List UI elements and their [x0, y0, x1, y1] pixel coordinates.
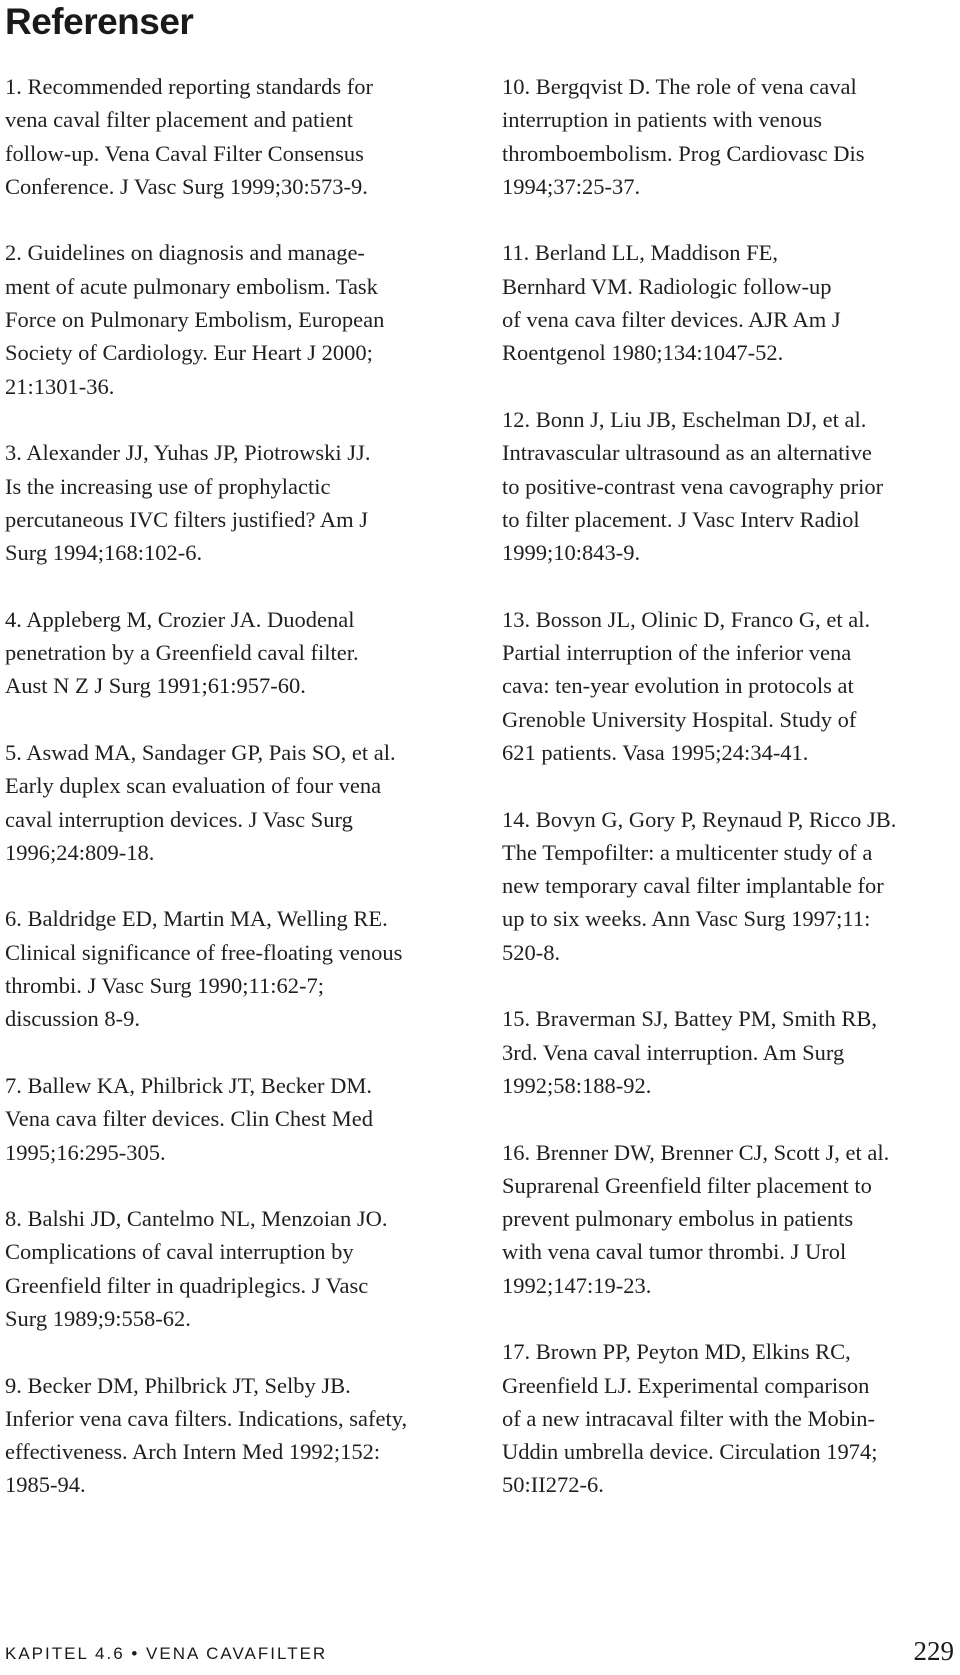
reference-line: with vena caval tumor thrombi. J Urol	[502, 1239, 847, 1265]
reference-item	[5, 603, 460, 703]
reference-line: 1. Recommended reporting standards for	[5, 74, 374, 99]
reference-line: 520-8.	[502, 939, 561, 965]
reference-line: 1995;16:295-305.	[5, 1139, 166, 1165]
reference-line: to positive-contrast vena cavography prior	[502, 473, 884, 499]
reference-item	[502, 803, 957, 969]
reference-line: Roentgenol 1980;134:1047-52.	[502, 340, 784, 366]
reference-line: Suprarenal Greenfield filter placement to	[502, 1172, 872, 1198]
references-right-column	[502, 70, 957, 1535]
reference-item	[5, 236, 460, 402]
reference-line: 17. Brown PP, Peyton MD, Elkins RC,	[502, 1339, 851, 1365]
reference-line: cava: ten-year evolution in protocols at	[502, 673, 854, 699]
reference-line: ment of acute pulmonary embolism. Task	[5, 273, 378, 299]
reference-line: 1992;147:19-23.	[502, 1272, 652, 1298]
reference-line: Vena cava filter devices. Clin Chest Med	[5, 1106, 374, 1132]
reference-item	[5, 736, 460, 869]
reference-line: 2. Guidelines on diagnosis and manage-	[5, 240, 365, 266]
reference-line: up to six weeks. Ann Vasc Surg 1997;11:	[502, 906, 871, 932]
reference-line: effectiveness. Arch Intern Med 1992;152:	[5, 1439, 381, 1465]
reference-line: 9. Becker DM, Philbrick JT, Selby JB.	[5, 1372, 351, 1398]
reference-line: thromboembolism. Prog Cardiovasc Dis	[502, 140, 865, 166]
reference-line: Is the increasing use of prophylactic	[5, 473, 331, 499]
reference-item	[5, 436, 460, 569]
reference-line: 6. Baldridge ED, Martin MA, Welling RE.	[5, 906, 388, 932]
reference-line: 15. Braverman SJ, Battey PM, Smith RB,	[502, 1006, 878, 1032]
reference-item	[5, 70, 460, 203]
reference-line: Surg 1994;168:102-6.	[5, 540, 203, 566]
reference-line: 16. Brenner DW, Brenner CJ, Scott J, et al.	[502, 1139, 890, 1165]
reference-line: caval interruption devices. J Vasc Surg	[5, 806, 353, 832]
reference-line: interruption in patients with venous	[502, 107, 822, 133]
reference-line: 4. Appleberg M, Crozier JA. Duodenal	[5, 606, 355, 632]
reference-line: prevent pulmonary embolus in patients	[502, 1206, 854, 1232]
reference-line: 7. Ballew KA, Philbrick JT, Becker DM.	[5, 1072, 373, 1098]
reference-line: Aust N Z J Surg 1991;61:957-60.	[5, 673, 306, 699]
reference-line: new temporary caval filter implantable for	[502, 873, 884, 899]
reference-line: 10. Bergqvist D. The role of vena caval	[502, 74, 857, 99]
page-number: 229	[913, 1636, 954, 1666]
reference-line: The Tempofilter: a multicenter study of a	[502, 839, 873, 865]
reference-line: of vena cava filter devices. AJR Am J	[502, 307, 841, 333]
reference-line: follow-up. Vena Caval Filter Consensus	[5, 140, 364, 166]
reference-line: vena caval filter placement and patient	[5, 107, 353, 133]
reference-line: Greenfield filter in quadriplegics. J Vasc	[5, 1272, 369, 1298]
reference-line: 21:1301-36.	[5, 373, 115, 399]
reference-item	[502, 603, 957, 769]
reference-item	[5, 1202, 460, 1335]
reference-line: 13. Bosson JL, Olinic D, Franco G, et al.	[502, 606, 871, 632]
reference-line: 1994;37:25-37.	[502, 173, 641, 199]
reference-line: 621 patients. Vasa 1995;24:34-41.	[502, 739, 809, 765]
reference-line: 11. Berland LL, Maddison FE,	[502, 240, 779, 266]
reference-line: penetration by a Greenfield caval filter.	[5, 640, 359, 666]
reference-item	[502, 236, 957, 369]
reference-item	[502, 1335, 957, 1501]
reference-item	[502, 403, 957, 569]
reference-line: 1985-94.	[5, 1472, 86, 1498]
reference-line: discussion 8-9.	[5, 1006, 140, 1032]
reference-line: Surg 1989;9:558-62.	[5, 1305, 191, 1331]
reference-line: 1992;58:188-92.	[502, 1072, 652, 1098]
reference-line: 5. Aswad MA, Sandager GP, Pais SO, et al.	[5, 739, 396, 765]
reference-line: 8. Balshi JD, Cantelmo NL, Menzoian JO.	[5, 1206, 388, 1232]
chapter-footer: KAPITEL 4.6 • VENA CAVAFILTER	[5, 1644, 328, 1663]
reference-line: Partial interruption of the inferior vena	[502, 640, 852, 666]
reference-line: Greenfield LJ. Experimental comparison	[502, 1372, 870, 1398]
reference-line: 50:II272-6.	[502, 1472, 604, 1498]
reference-line: Force on Pulmonary Embolism, European	[5, 307, 385, 333]
reference-line: to filter placement. J Vasc Interv Radiol	[502, 506, 860, 532]
reference-line: thrombi. J Vasc Surg 1990;11:62-7;	[5, 973, 324, 999]
reference-line: percutaneous IVC filters justified? Am J	[5, 506, 369, 532]
reference-line: 14. Bovyn G, Gory P, Reynaud P, Ricco JB.	[502, 806, 897, 832]
reference-item	[502, 1136, 957, 1302]
reference-line: 3rd. Vena caval interruption. Am Surg	[502, 1039, 845, 1065]
reference-line: of a new intracaval filter with the Mobin-	[502, 1405, 875, 1431]
reference-line: Uddin umbrella device. Circulation 1974;	[502, 1439, 878, 1465]
reference-item	[5, 1369, 460, 1502]
reference-line: 1999;10:843-9.	[502, 540, 641, 566]
reference-line: Society of Cardiology. Eur Heart J 2000;	[5, 340, 373, 366]
reference-item	[5, 1069, 460, 1169]
reference-item	[502, 1002, 957, 1102]
page-title: Referenser	[5, 1, 194, 42]
reference-line: Grenoble University Hospital. Study of	[502, 706, 857, 732]
reference-line: Bernhard VM. Radiologic follow-up	[502, 273, 832, 299]
reference-line: 1996;24:809-18.	[5, 839, 155, 865]
reference-line: Conference. J Vasc Surg 1999;30:573-9.	[5, 173, 368, 199]
reference-item	[5, 902, 460, 1035]
reference-item	[502, 70, 957, 203]
references-left-column	[5, 70, 460, 1535]
reference-line: Early duplex scan evaluation of four vena	[5, 773, 382, 799]
reference-line: Clinical significance of free-floating venous	[5, 939, 403, 965]
reference-line: Intravascular ultrasound as an alternative	[502, 440, 872, 466]
reference-line: Complications of caval interruption by	[5, 1239, 354, 1265]
reference-line: Inferior vena cava filters. Indications, safety,	[5, 1405, 408, 1431]
reference-line: 3. Alexander JJ, Yuhas JP, Piotrowski JJ.	[5, 440, 371, 466]
reference-line: 12. Bonn J, Liu JB, Eschelman DJ, et al.	[502, 406, 867, 432]
